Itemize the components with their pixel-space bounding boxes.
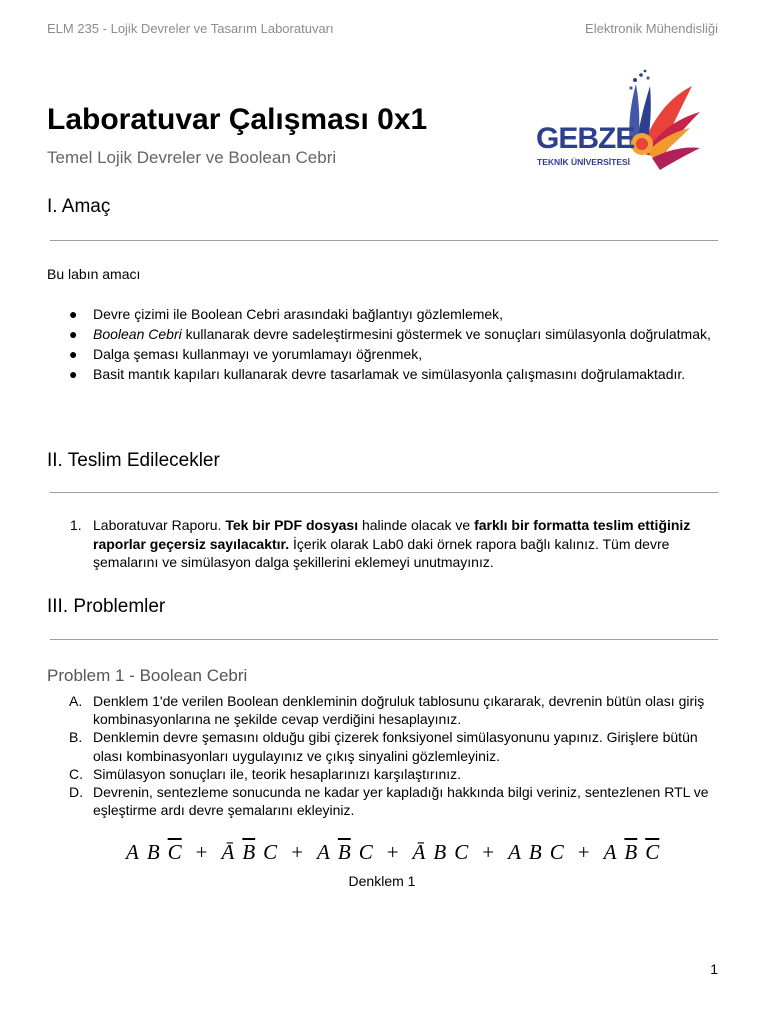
list-item: A. Denklem 1'de verilen Boolean denkleminin doğruluk tablosunu çıkararak, devrenin bütün olası giriş kombinasyonlarına ne şekilde cevap verdiğini hesaplayınız.	[69, 693, 705, 728]
list-item: B. Denklemin devre şemasını olduğu gibi çizerek fonksiyonel simülasyonunu yapınız. Girişlere bütün olası kombinasyonları uygulayınız ve çıkış sinyalini gözlemleyiniz.	[69, 729, 698, 764]
equation-variable: Ā	[412, 840, 426, 864]
equation-variable: $\overline{B}$	[624, 840, 638, 864]
list-number: 1.	[70, 517, 82, 533]
list-item: ● Basit mantık kapıları kullanarak devre tasarlamak ve simülasyonla çalışmasını doğrulamaktadır.	[69, 366, 686, 382]
equation-variable: B	[528, 840, 542, 864]
page-title: Laboratuvar Çalışması 0x1	[47, 103, 428, 136]
equation-variable: $\overline{B}$	[242, 840, 256, 864]
list-item: C. Simülasyon sonuçları ile, teorik hesaplarınızı karşılaştırınız.	[69, 765, 462, 782]
problem-title: Problem 1 - Boolean Cebri	[47, 666, 248, 685]
equation-variable: $\overline{C}$	[167, 840, 182, 864]
section-heading-teslim: II. Teslim Edilecekler	[47, 450, 220, 471]
equation-variable: A	[603, 840, 617, 864]
objectives-list	[47, 304, 719, 384]
boolean-equation	[122, 840, 663, 865]
equation-variable: Ā	[221, 840, 235, 864]
header-department: Elektronik Mühendisliği	[585, 21, 718, 36]
logo-bird-icon	[629, 70, 700, 170]
equation-variable: C	[358, 840, 373, 864]
section-heading-problemler: III. Problemler	[47, 596, 166, 617]
equation-operator: +	[291, 840, 304, 864]
equation-operator: +	[577, 840, 590, 864]
logo-wordmark: GEBZE	[536, 122, 635, 155]
section-divider	[50, 240, 718, 241]
deliverables-list	[47, 516, 719, 572]
equation-operator: +	[386, 840, 399, 864]
list-item: D. Devrenin, sentezleme sonucunda ne kadar yer kapladığı hakkında bilgi veriniz, sentezlenen RTL ve eşleştirme ardı devre şemalarını ekleyiniz.	[69, 784, 709, 819]
university-logo	[532, 66, 704, 172]
problem-steps-list	[47, 692, 719, 819]
equation-variable: A	[508, 840, 521, 864]
equation-variable: C	[454, 840, 469, 864]
list-item: ● Dalga şeması kullanmayı ve yorumlamayı öğrenmek,	[69, 346, 423, 362]
page-number: 1	[710, 961, 718, 977]
section-divider	[50, 492, 718, 493]
equation-operator: +	[482, 840, 495, 864]
equation-variable: A	[126, 840, 139, 864]
bullet-icon: ●	[69, 306, 78, 322]
list-item: 1. Laboratuvar Raporu. Tek bir PDF dosyası halinde olacak ve farklı bir formatta teslim ettiğiniz raporlar geçersiz sayılacaktır. İçerik olarak Lab0 daki örnek rapora bağlı kalınız. Tüm devre şemalarını ve simülasyon dalga şekillerini eklemeyi unutmayınız.	[70, 517, 691, 570]
section-divider	[50, 639, 718, 640]
page-subtitle: Temel Lojik Devreler ve Boolean Cebri	[47, 148, 337, 167]
intro-paragraph: Bu labın amacı	[47, 266, 141, 282]
logo-subtext: TEKNİK ÜNİVERSİTESİ	[537, 157, 631, 167]
equation-variable: $\overline{B}$	[337, 840, 351, 864]
equation-variable: $\overline{C}$	[645, 840, 660, 864]
section-heading-amac: I. Amaç	[47, 196, 111, 217]
header-course-title: ELM 235 - Lojik Devreler ve Tasarım Laboratuvarı	[47, 21, 334, 36]
list-item: ● Boolean Cebri kullanarak devre sadeleştirmesini göstermek ve sonuçları simülasyonla doğrulatmak,	[69, 326, 711, 342]
bullet-icon: ●	[69, 326, 78, 342]
equation-variable: B	[433, 840, 447, 864]
bullet-icon: ●	[69, 346, 78, 362]
equation-variable: B	[146, 840, 160, 864]
equation-operator: +	[195, 840, 208, 864]
equation-variable: C	[263, 840, 278, 864]
equation-variable: C	[549, 840, 564, 864]
list-item: ● Devre çizimi ile Boolean Cebri arasındaki bağlantıyı gözlemlemek,	[69, 306, 504, 322]
equation-variable: A	[317, 840, 330, 864]
bullet-icon: ●	[69, 366, 78, 382]
equation-caption: Denklem 1	[348, 873, 416, 889]
